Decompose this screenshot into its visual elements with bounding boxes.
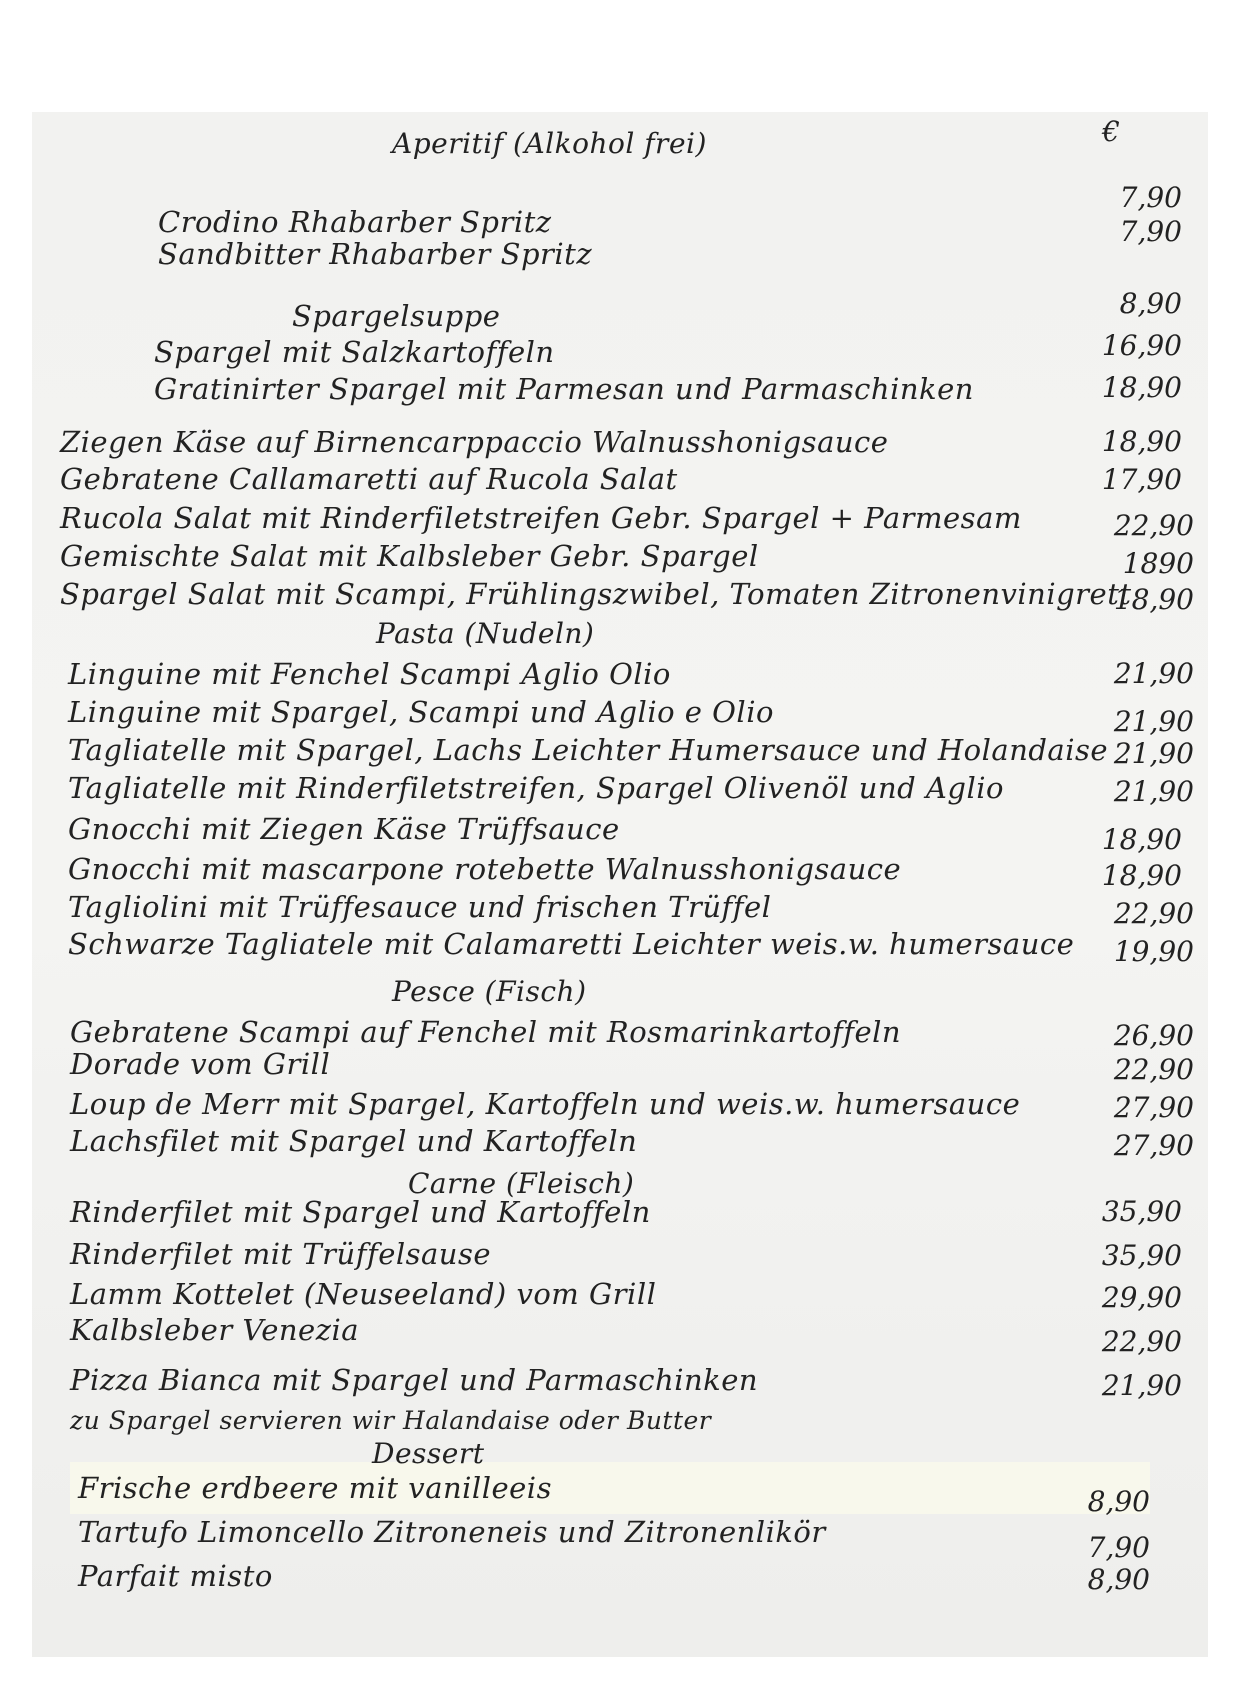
menu-item-price: 7,90 — [1119, 181, 1182, 214]
menu-item-price: 8,90 — [1087, 1563, 1150, 1596]
menu-item-name: Gnocchi mit Ziegen Käse Trüffsauce — [68, 812, 620, 846]
menu-item-price: 18,90 — [1101, 859, 1182, 892]
menu-item-name: Rucola Salat mit Rinderfiletstreifen Gebr. Spargel + Parmesam — [60, 501, 1022, 535]
menu-item-price: 1890 — [1122, 547, 1194, 580]
menu-item-price: 21,90 — [1113, 705, 1194, 738]
menu-item-name: Tagliatelle mit Spargel, Lachs Leichter Humersauce und Holandaise — [68, 733, 1109, 767]
menu-item-name: Frische erdbeere mit vanilleeis — [78, 1471, 552, 1505]
menu-item-price: 19,90 — [1113, 935, 1194, 968]
menu-item-name: Tartufo Limoncello Zitroneneis und Zitronenlikör — [78, 1515, 826, 1549]
menu-item-name: Spargel mit Salzkartoffeln — [154, 335, 555, 369]
menu-item-price: 35,90 — [1101, 1239, 1182, 1272]
menu-item-name: Gebratene Callamaretti auf Rucola Salat — [60, 462, 678, 496]
section-title-pasta: Pasta (Nudeln) — [376, 617, 595, 650]
menu-item-price: 22,90 — [1113, 1053, 1194, 1086]
menu-item-price: 17,90 — [1101, 463, 1182, 496]
menu-item-price: 18,90 — [1101, 425, 1182, 458]
currency-symbol: € — [1102, 115, 1120, 148]
menu-item-price: 21,90 — [1113, 657, 1194, 690]
menu-item-price: 29,90 — [1101, 1281, 1182, 1314]
menu-item-name: Spargel Salat mit Scampi, Frühlingszwibel, Tomaten Zitronenvinigrett — [60, 577, 1132, 611]
menu-item-price: 18,90 — [1101, 823, 1182, 856]
menu-item-price: 8,90 — [1087, 1485, 1150, 1518]
menu-item-price: 22,90 — [1113, 897, 1194, 930]
menu-item-price: 21,90 — [1113, 737, 1194, 770]
menu-item-name: Dorade vom Grill — [70, 1047, 331, 1081]
menu-item-name: Rinderfilet mit Spargel und Kartoffeln — [70, 1195, 651, 1229]
menu-item-price: 7,90 — [1119, 215, 1182, 248]
section-title-pesce: Pesce (Fisch) — [392, 975, 587, 1008]
menu-item-name: Linguine mit Fenchel Scampi Aglio Olio — [68, 657, 671, 691]
menu-item-name: Gemischte Salat mit Kalbsleber Gebr. Spargel — [60, 539, 759, 573]
menu-item-name: Spargelsuppe — [292, 299, 501, 333]
menu-item-name: Tagliatelle mit Rinderfiletstreifen, Spargel Olivenöl und Aglio — [68, 771, 1004, 805]
menu-item-price: 18,90 — [1113, 583, 1194, 616]
menu-item-price: 16,90 — [1101, 329, 1182, 362]
menu-item-name: Kalbsleber Venezia — [70, 1313, 360, 1347]
section-title-carne: Carne (Fleisch) — [408, 1167, 635, 1200]
menu-item-name: Tagliolini mit Trüffesauce und frischen Trüffel — [68, 890, 772, 924]
menu-item-name: Gebratene Scampi auf Fenchel mit Rosmarinkartoffeln — [70, 1015, 902, 1049]
carne-note: zu Spargel servieren wir Halandaise oder Butter — [70, 1406, 712, 1435]
menu-item-name: Rinderfilet mit Trüffelsause — [70, 1237, 492, 1271]
menu-item-name: Gratinirter Spargel mit Parmesan und Parmaschinken — [154, 372, 974, 406]
menu-item-name: Crodino Rhabarber Spritz — [158, 205, 552, 239]
menu-item-name: Schwarze Tagliatele mit Calamaretti Leichter weis.w. humersauce — [68, 927, 1075, 961]
menu-item-price: 26,90 — [1113, 1019, 1194, 1052]
menu-item-name: Pizza Bianca mit Spargel und Parmaschinken — [70, 1363, 759, 1397]
menu-item-name: Gnocchi mit mascarpone rotebette Walnusshonigsauce — [68, 852, 902, 886]
menu-item-name: Loup de Merr mit Spargel, Kartoffeln und weis.w. humersauce — [70, 1087, 1021, 1121]
menu-item-price: 22,90 — [1113, 509, 1194, 542]
menu-item-name: Linguine mit Spargel, Scampi und Aglio e Olio — [68, 695, 774, 729]
menu-item-price: 35,90 — [1101, 1195, 1182, 1228]
menu-item-name: Ziegen Käse auf Birnencarppaccio Walnusshonigsauce — [60, 425, 889, 459]
menu-item-name: Parfait misto — [78, 1559, 273, 1593]
menu-item-price: 7,90 — [1087, 1531, 1150, 1564]
menu-item-price: 27,90 — [1113, 1091, 1194, 1124]
menu-item-price: 21,90 — [1113, 775, 1194, 808]
menu-item-price: 21,90 — [1101, 1369, 1182, 1402]
menu-item-price: 27,90 — [1113, 1129, 1194, 1162]
section-title-aperitif: Aperitif (Alkohol frei) — [392, 127, 707, 160]
menu-item-name: Lamm Kottelet (Neuseeland) vom Grill — [70, 1277, 657, 1311]
menu-item-price: 8,90 — [1119, 287, 1182, 320]
menu-item-price: 22,90 — [1101, 1325, 1182, 1358]
section-title-dessert: Dessert — [372, 1437, 485, 1470]
menu-item-name: Sandbitter Rhabarber Spritz — [158, 237, 593, 271]
menu-item-price: 18,90 — [1101, 371, 1182, 404]
menu-item-name: Lachsfilet mit Spargel und Kartoffeln — [70, 1124, 638, 1158]
